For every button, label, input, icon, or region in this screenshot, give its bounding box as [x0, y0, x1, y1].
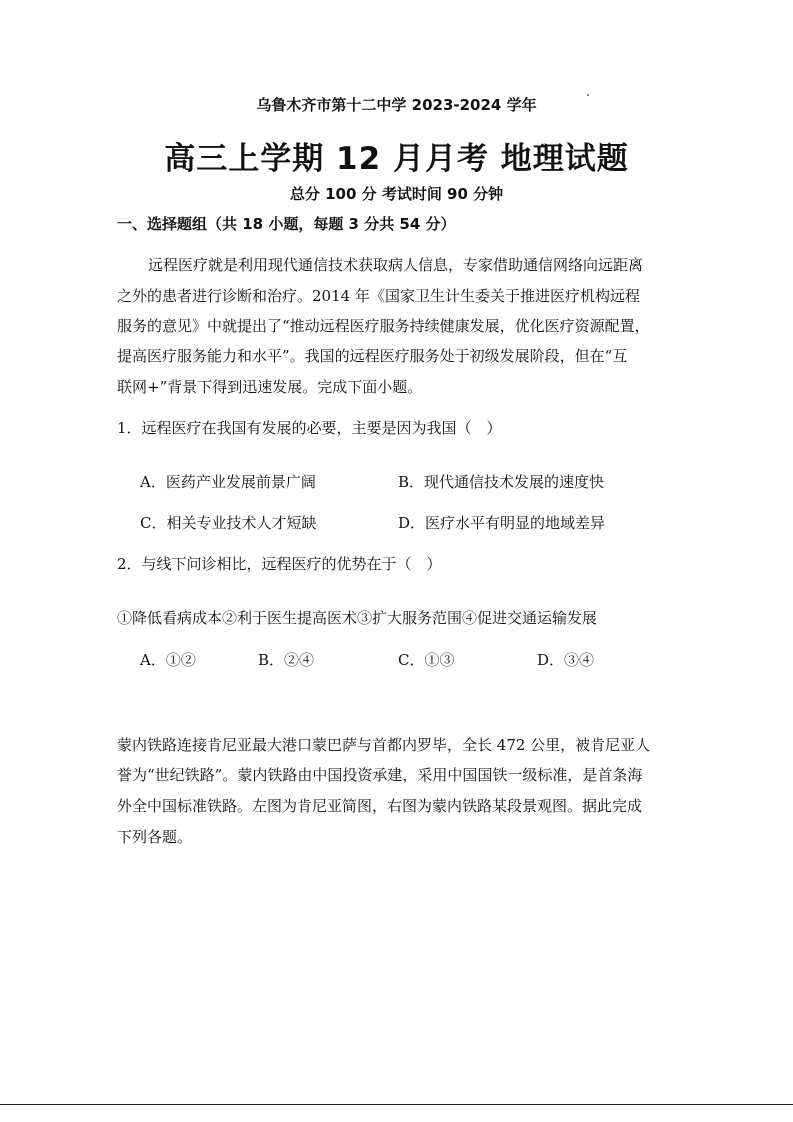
exam-subtitle: 总分 100 分 考试时间 90 分钟 [289, 185, 504, 203]
passage2-line-4: 下列各题。 [117, 828, 193, 846]
school-name: 乌鲁木齐市第十二中学 2023-2024 学年 [256, 96, 537, 114]
page-bottom-rule [0, 1104, 793, 1105]
passage1-line-5: 联网+”背景下得到迅速发展。完成下面小题。 [117, 378, 423, 396]
question-2-option-a: A．①② [140, 651, 196, 669]
passage1-line-1: 远程医疗就是利用现代通信技术获取病人信息，专家借助通信网络向远距离 [148, 256, 644, 274]
question-2-option-b: B．②④ [258, 651, 315, 669]
question-2-option-d: D．③④ [537, 651, 595, 669]
question-1-option-a: A．医药产业发展前景广阔 [140, 473, 316, 491]
section-heading: 一、选择题组（共 18 小题，每题 3 分共 54 分） [117, 215, 456, 233]
question-1-stem: 1．远程医疗在我国有发展的必要，主要是因为我国（ ） [117, 419, 502, 437]
question-2-statement: ①降低看病成本②利于医生提高医术③扩大服务范围④促进交通运输发展 [117, 609, 598, 627]
question-2-option-c: C．①③ [398, 651, 455, 669]
passage2-line-3: 外全中国标准铁路。左图为肯尼亚简图，右图为蒙内铁路某段景观图。据此完成 [117, 797, 643, 815]
passage1-line-2: 之外的患者进行诊断和治疗。2014 年《国家卫生计生委关于推进医疗机构远程 [117, 287, 640, 305]
question-1-option-d: D．医疗水平有明显的地域差异 [398, 514, 606, 532]
question-2-stem: 2．与线下问诊相比，远程医疗的优势在于（ ） [117, 555, 442, 573]
exam-title: 高三上学期 12 月月考 地理试题 [164, 141, 629, 177]
passage1-line-4: 提高医疗服务能力和水平”。我国的远程医疗服务处于初级发展阶段，但在“互 [117, 347, 628, 365]
question-1-option-b: B．现代通信技术发展的速度快 [398, 473, 605, 491]
question-1-option-c: C．相关专业技术人才短缺 [140, 514, 317, 532]
passage2-line-1: 蒙内铁路连接肯尼亚最大港口蒙巴萨与首都内罗毕，全长 472 公里，被肯尼亚人 [117, 736, 651, 754]
passage1-line-3: 服务的意见》中就提出了“推动远程医疗服务持续健康发展，优化医疗资源配置， [117, 317, 650, 335]
passage2-line-2: 誉为“世纪铁路”。蒙内铁路由中国投资承建，采用中国国铁一级标准，是首条海 [117, 766, 643, 784]
